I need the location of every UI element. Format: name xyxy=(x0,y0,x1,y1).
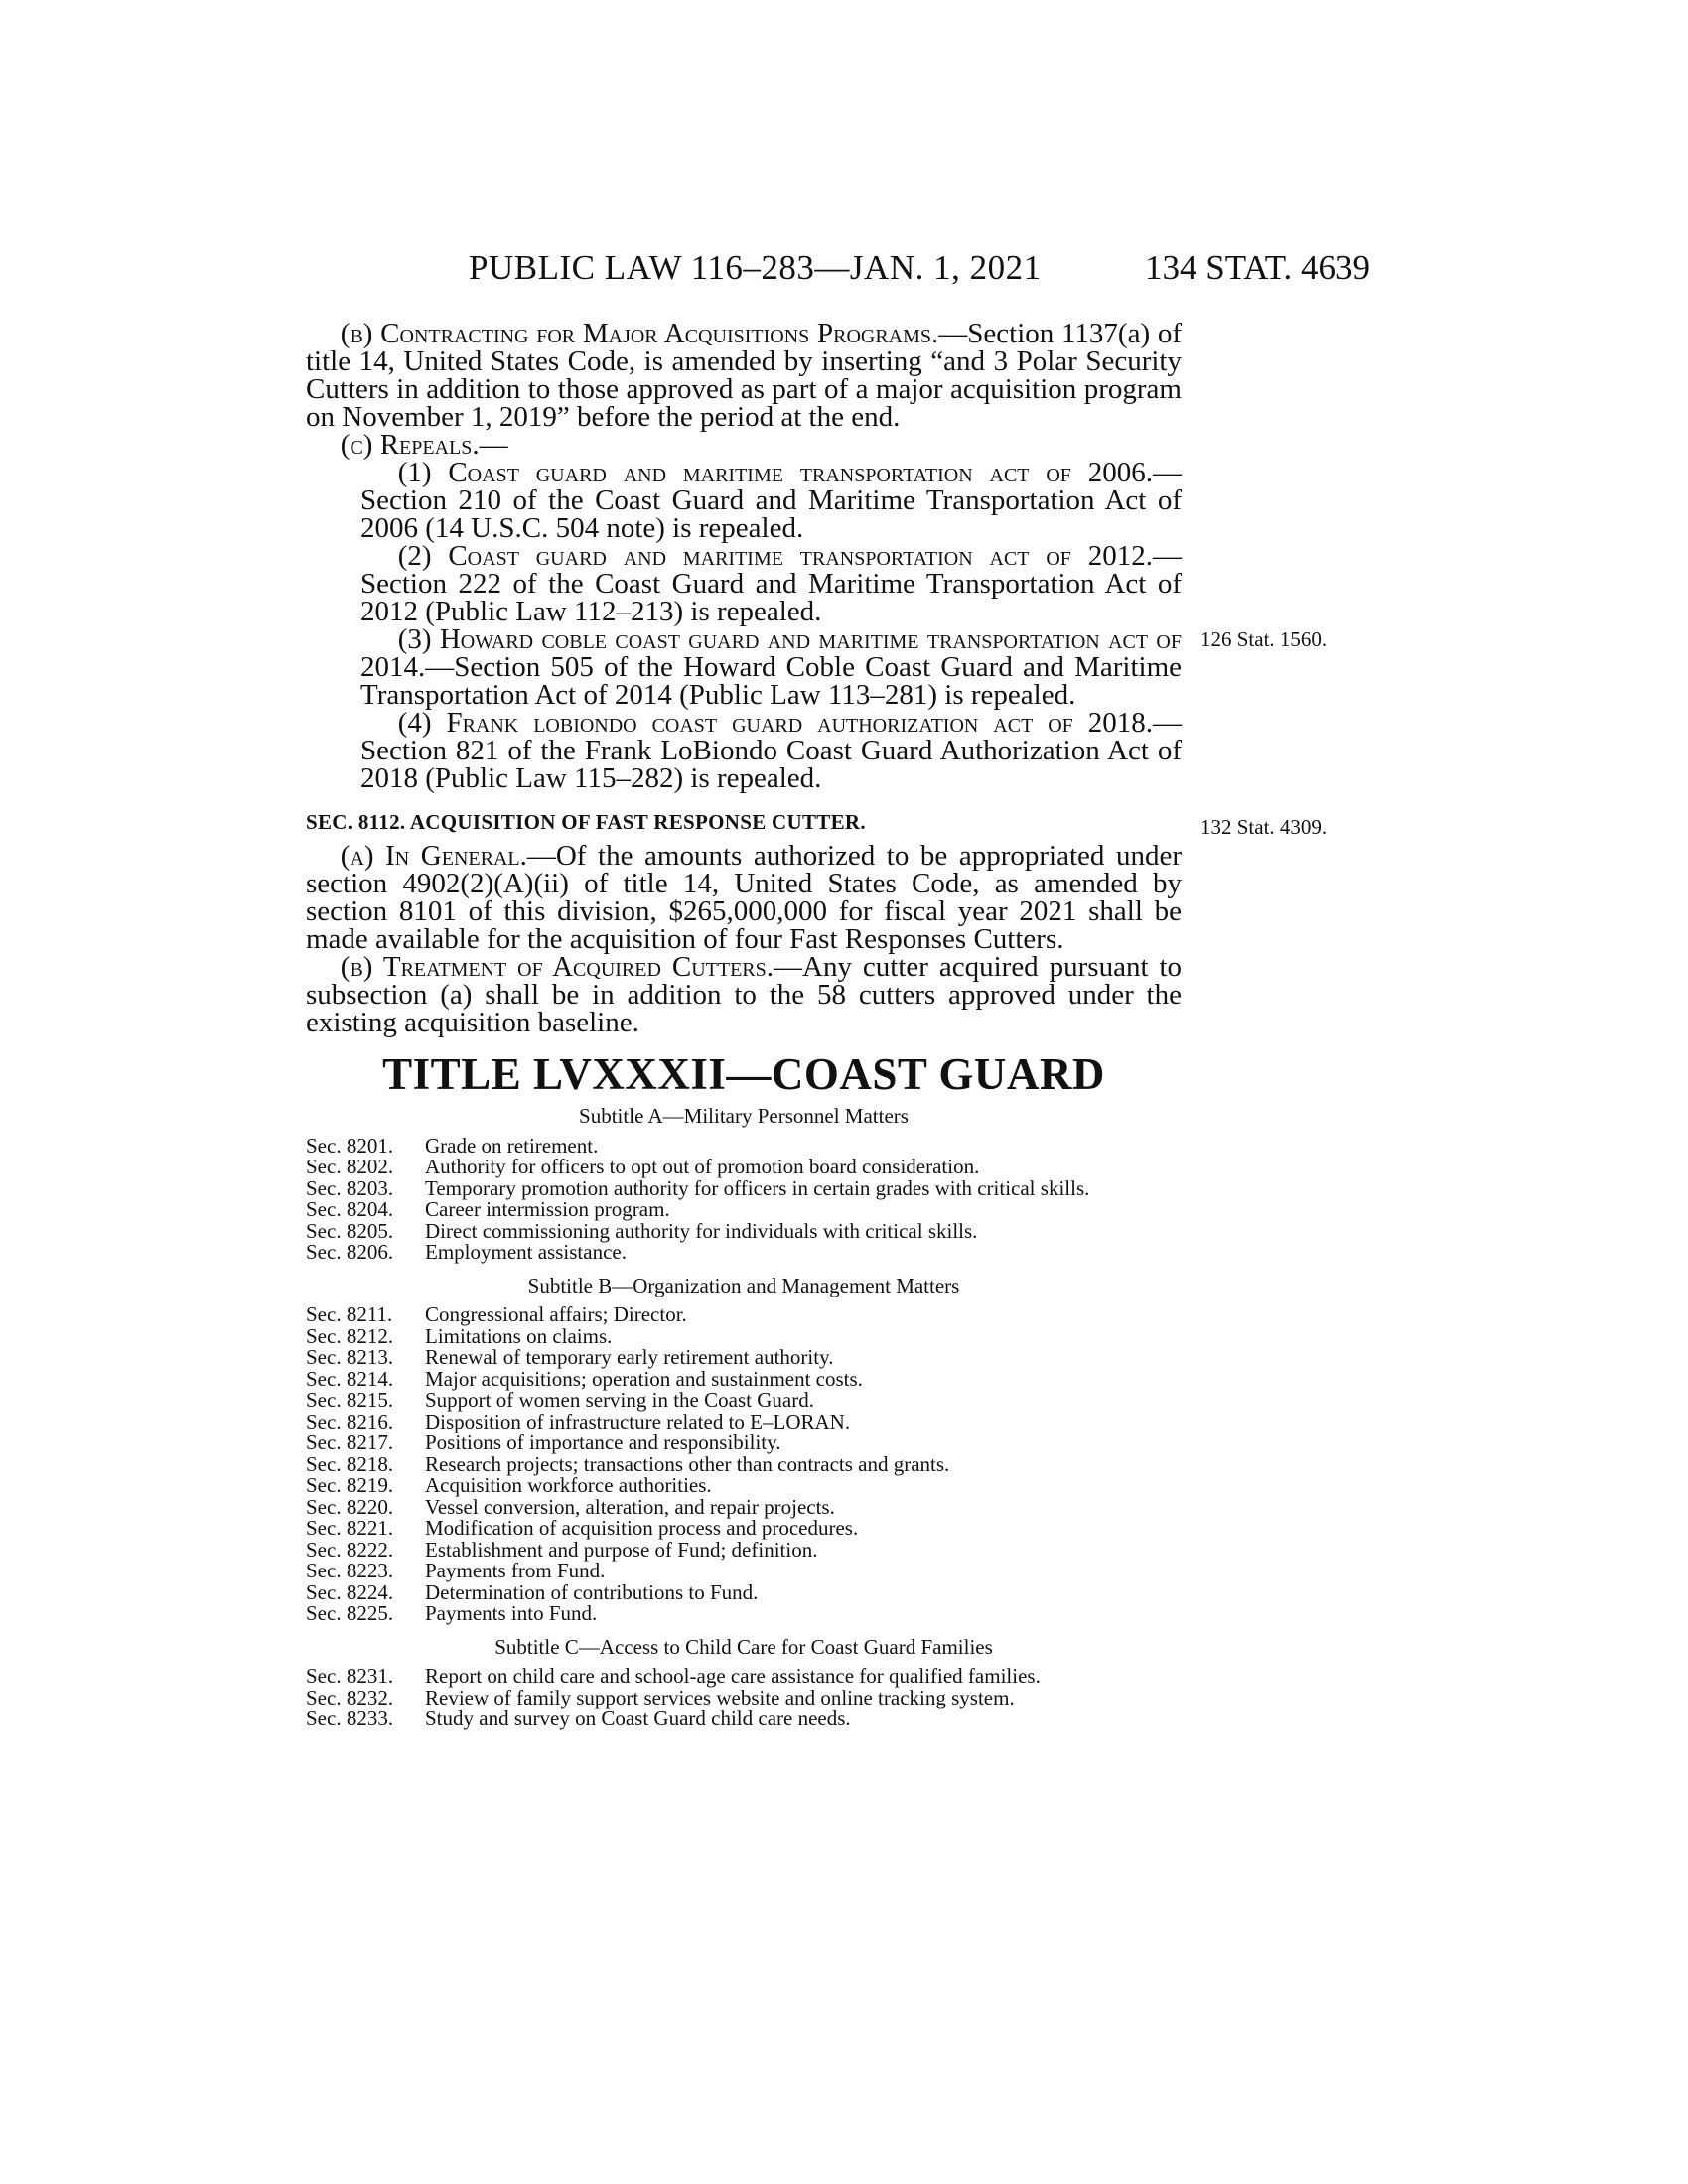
repeal-heading: (4) Frank lobiondo coast guard authorization act of 2018. xyxy=(397,707,1153,739)
toc-number: Sec. 8203. xyxy=(306,1175,394,1200)
toc-text: Report on child care and school-age care assistance for qualified families. xyxy=(425,1664,1041,1688)
toc-item xyxy=(306,1157,1182,1178)
toc-text: Disposition of infrastructure related to E–LORAN. xyxy=(425,1409,851,1433)
toc-number: Sec. 8231. xyxy=(306,1664,394,1688)
repeal-heading: (3) Howard coble coast guard and maritime transportation act of 2014. xyxy=(360,623,1182,683)
toc-item xyxy=(306,1685,1182,1709)
paragraph-heading: (a) In General. xyxy=(340,840,527,872)
paragraph-heading: (b) Treatment of Acquired Cutters. xyxy=(340,951,774,983)
repeal-text: —Section 210 of the Coast Guard and Maritime Transportation Act of 2006 (14 U.S.C. 504 note) is repealed. xyxy=(360,457,1182,544)
toc-number: Sec. 8215. xyxy=(306,1388,394,1412)
toc-number: Sec. 8233. xyxy=(306,1706,394,1730)
running-head: PUBLIC LAW 116–283—JAN. 1, 2021 xyxy=(469,248,1042,287)
paragraph-heading: (b) Contracting for Major Acquisitions Programs. xyxy=(340,318,939,349)
toc-text: Acquisition workforce authorities. xyxy=(425,1473,712,1497)
toc-number: Sec. 8232. xyxy=(306,1685,394,1709)
toc-item xyxy=(306,1451,1182,1476)
toc-item xyxy=(306,1475,1182,1497)
toc-list xyxy=(306,1133,1182,1264)
toc-item xyxy=(306,1199,1182,1221)
toc-item xyxy=(306,1494,1182,1519)
toc-item xyxy=(306,1304,1182,1326)
toc-number: Sec. 8219. xyxy=(306,1473,394,1497)
toc-item xyxy=(306,1603,1182,1625)
toc-text: Support of women serving in the Coast Guard. xyxy=(425,1388,814,1412)
repeal-item xyxy=(306,542,1182,625)
repeal-item xyxy=(306,459,1182,542)
toc-item xyxy=(306,1323,1182,1348)
toc-text: Review of family support services website and online tracking system. xyxy=(425,1685,1015,1709)
paragraph-b xyxy=(306,320,1182,431)
toc-text: Grade on retirement. xyxy=(425,1133,599,1158)
section-heading: SEC. 8112. ACQUISITION OF FAST RESPONSE CUTTER. xyxy=(306,810,866,834)
toc-number: Sec. 8223. xyxy=(306,1559,394,1582)
toc-text: Renewal of temporary early retirement authority. xyxy=(425,1345,834,1369)
toc-text: Employment assistance. xyxy=(425,1240,627,1264)
paragraph-heading: (c) Repeals.— xyxy=(340,429,508,461)
subtitle-heading: Subtitle C—Access to Child Care for Coast Guard Families xyxy=(494,1634,993,1659)
toc-text: Determination of contributions to Fund. xyxy=(425,1579,759,1604)
paragraph-c xyxy=(306,431,1182,459)
toc-item xyxy=(306,1561,1182,1582)
subtitle-heading: Subtitle A—Military Personnel Matters xyxy=(579,1104,909,1128)
toc-item xyxy=(306,1433,1182,1454)
toc-item xyxy=(306,1175,1182,1200)
toc-text: Establishment and purpose of Fund; definition. xyxy=(425,1537,818,1562)
toc-text: Temporary promotion authority for officers in certain grades with critical skills. xyxy=(425,1175,1090,1200)
repeal-item xyxy=(306,709,1182,792)
toc-item xyxy=(306,1537,1182,1562)
toc-number: Sec. 8202. xyxy=(306,1155,394,1178)
toc-item xyxy=(306,1708,1182,1730)
toc-text: Career intermission program. xyxy=(425,1197,670,1221)
paragraph-text: —Of the amounts authorized to be appropriated under section 4902(2)(A)(ii) of title 14, United States Code, as amended by section 8101 of this division, $265,000,000 for fiscal year 2021 shall be made available for the acquisition of four Fast Responses Cutters. xyxy=(306,840,1182,955)
toc-text: Modification of acquisition process and procedures. xyxy=(425,1516,859,1540)
toc-text: Research projects; transactions other than contracts and grants. xyxy=(425,1451,950,1476)
toc-item xyxy=(306,1409,1182,1433)
toc-item xyxy=(306,1347,1182,1369)
toc-item xyxy=(306,1218,1182,1243)
margin-note: 126 Stat. 1560. xyxy=(1200,627,1328,651)
paragraph-text: —Any cutter acquired pursuant to subsection (a) shall be in addition to the 58 cutters approved under the existing acquisition baseline. xyxy=(306,951,1182,1038)
toc-text: Authority for officers to opt out of promotion board consideration. xyxy=(425,1155,980,1178)
toc-item xyxy=(306,1666,1182,1688)
toc-number: Sec. 8218. xyxy=(306,1451,394,1476)
toc-number: Sec. 8224. xyxy=(306,1579,394,1604)
toc-number: Sec. 8222. xyxy=(306,1537,394,1562)
toc-text: Major acquisitions; operation and sustainment costs. xyxy=(425,1366,863,1391)
stat-page-number: 134 STAT. 4639 xyxy=(1145,248,1370,287)
margin-note: 132 Stat. 4309. xyxy=(1200,815,1328,839)
toc-number: Sec. 8201. xyxy=(306,1133,394,1158)
toc-text: Vessel conversion, alteration, and repair projects. xyxy=(425,1494,835,1519)
repeal-heading: (2) Coast guard and maritime transportation act of 2012. xyxy=(397,540,1153,572)
repeal-text: —Section 222 of the Coast Guard and Maritime Transportation Act of 2012 (Public Law 112–213) is repealed. xyxy=(360,540,1182,627)
toc-item xyxy=(306,1133,1182,1158)
toc-number: Sec. 8212. xyxy=(306,1323,394,1348)
toc-number: Sec. 8216. xyxy=(306,1409,394,1433)
body-text xyxy=(306,320,1182,1730)
toc-number: Sec. 8206. xyxy=(306,1240,394,1264)
repeal-text: —Section 505 of the Howard Coble Coast Guard and Maritime Transportation Act of 2014 (Public Law 113–281) is repealed. xyxy=(360,651,1182,711)
toc-item xyxy=(306,1390,1182,1412)
toc-text: Study and survey on Coast Guard child care needs. xyxy=(425,1706,851,1730)
repeal-text: —Section 821 of the Frank LoBiondo Coast Guard Authorization Act of 2018 (Public Law 115–282) is repealed. xyxy=(360,707,1182,794)
section-paragraph-b xyxy=(306,953,1182,1036)
toc-text: Direct commissioning authority for individuals with critical skills. xyxy=(425,1218,978,1243)
toc-number: Sec. 8204. xyxy=(306,1197,394,1221)
toc-number: Sec. 8205. xyxy=(306,1218,394,1243)
toc-text: Congressional affairs; Director. xyxy=(425,1302,687,1326)
toc-item xyxy=(306,1366,1182,1391)
toc-number: Sec. 8214. xyxy=(306,1366,394,1391)
toc-item xyxy=(306,1242,1182,1264)
toc-list xyxy=(306,1666,1182,1730)
toc-text: Positions of importance and responsibility. xyxy=(425,1431,781,1454)
toc-list xyxy=(306,1304,1182,1625)
toc-number: Sec. 8225. xyxy=(306,1601,394,1625)
table-of-contents xyxy=(306,1106,1182,1730)
toc-number: Sec. 8213. xyxy=(306,1345,394,1369)
repeal-item xyxy=(306,625,1182,709)
toc-item xyxy=(306,1518,1182,1540)
toc-number: Sec. 8220. xyxy=(306,1494,394,1519)
title-heading: TITLE LVXXXII—COAST GUARD xyxy=(382,1049,1105,1099)
toc-number: Sec. 8211. xyxy=(306,1302,393,1326)
toc-number: Sec. 8221. xyxy=(306,1516,394,1540)
toc-text: Payments into Fund. xyxy=(425,1601,598,1625)
toc-text: Limitations on claims. xyxy=(425,1323,613,1348)
toc-item xyxy=(306,1579,1182,1604)
repeal-heading: (1) Coast guard and maritime transportation act of 2006. xyxy=(397,457,1153,488)
toc-number: Sec. 8217. xyxy=(306,1431,394,1454)
subtitle-heading: Subtitle B—Organization and Management Matters xyxy=(527,1273,960,1297)
paragraph-text: —Section 1137(a) of title 14, United States Code, is amended by inserting “and 3 Polar Security Cutters in addition to those approved as part of a major acquisition program on November 1, 2019” before the period at the end. xyxy=(306,318,1182,433)
section-paragraph-a xyxy=(306,842,1182,953)
toc-text: Payments from Fund. xyxy=(425,1559,606,1582)
